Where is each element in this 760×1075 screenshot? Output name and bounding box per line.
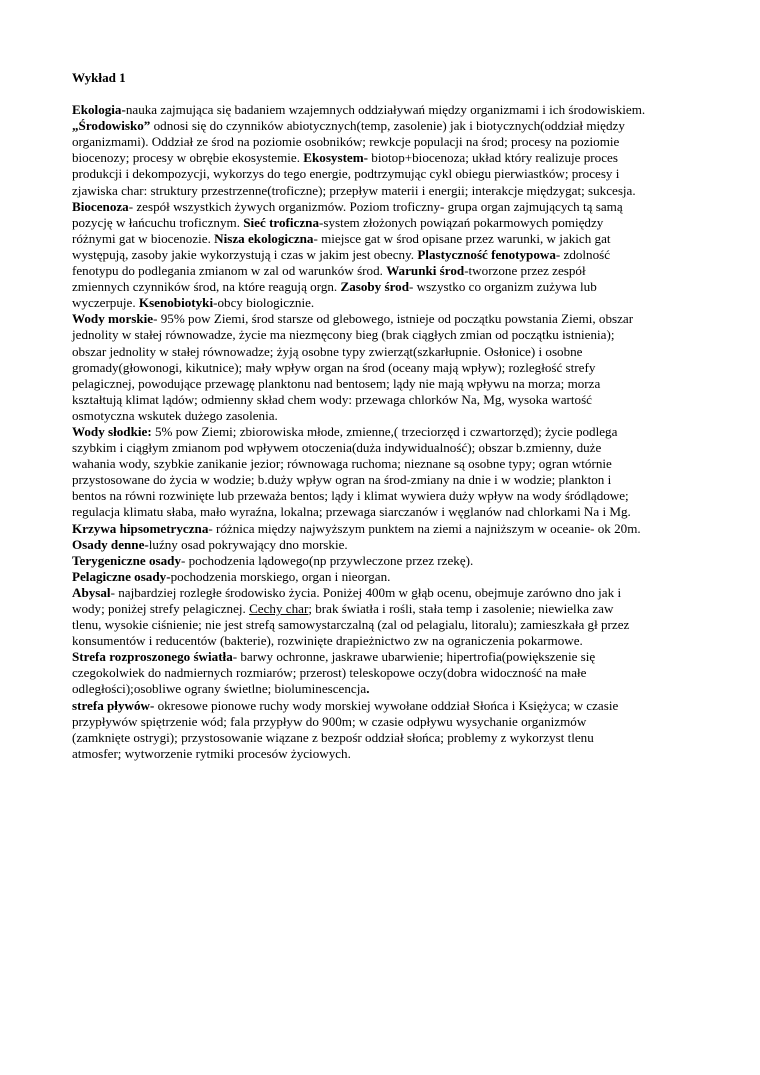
document-page: [72, 70, 690, 762]
bold-term: Ekosystem-: [303, 150, 369, 166]
text-line: [72, 215, 690, 231]
text-line: [72, 247, 690, 263]
text-segment: odległości);osobliwe ograny świetlne; bioluminescencja: [72, 681, 367, 697]
text-segment: pozycję w łańcuchu troficznym.: [72, 214, 244, 230]
text-segment: - 95% pow Ziemi, środ starsze od glebowego, istnieje od początku powstania Ziemi, obszar: [153, 311, 634, 327]
text-segment: pochodzenia morskiego, organ i nieorgan.: [170, 568, 391, 584]
bold-term: Krzywa hipsometryczna: [72, 520, 209, 536]
text-segment: - barwy ochronne, jaskrawe ubarwienie; hipertrofia(powiększenie się: [232, 649, 596, 665]
text-line: [72, 134, 690, 150]
text-line: [72, 714, 690, 730]
text-line: [72, 424, 690, 440]
text-segment: obszar jednolity w stałej równowadze; żyją osobne typy zwierząt(szkarłupnie. Osłonice) i osobne: [72, 343, 583, 359]
bold-term: „Środowisko”: [72, 118, 151, 134]
text-segment: -system złożonych powiązań pokarmowych pomiędzy: [319, 214, 604, 230]
text-segment: konsumentów i reducentów (bakterie), rozwinięte drapieżnictwo zw na ograniczenia pokarmowe.: [72, 633, 583, 649]
text-segment: przystosowane do życia w wodzie; b.duży wpływ ogran na środ-zmiany na dnie i w wodzie; plankton i: [72, 472, 612, 488]
text-line: [72, 199, 690, 215]
text-line: [72, 521, 690, 537]
text-segment: zmiennych czynników środ, na które reagują orgn.: [72, 279, 341, 295]
text-line: [72, 102, 690, 118]
text-segment: - najbardziej rozległe środowisko życia. Poniżej 400m w głąb ocenu, obejmuje zarówno dno jak i: [110, 584, 622, 600]
text-segment: występują, zasoby jakie wykorzystują i czas w jakim jest obecny.: [72, 246, 418, 262]
text-segment: jednolity w stałej równowadze, życie ma niezmęcony bieg (brak ciągłych zmian od początku istnienia);: [72, 327, 615, 343]
bold-term: Ekologia-: [72, 102, 126, 118]
text-segment: gromady(głowonogi, kikutnice); mały wpływ organ na środ (oceany mają wpływ); rozległość strefy: [72, 359, 596, 375]
text-line: [72, 585, 690, 601]
text-segment: regulacja klimatu słaba, mało wyraźna, lokalna; przewaga siarczanów i węglanów nad chlorkami Na i Mg.: [72, 504, 631, 520]
bold-term: Zasoby środ: [340, 279, 409, 295]
document-title: Wykład 1: [72, 70, 126, 85]
bold-term: strefa pływów-: [72, 697, 155, 713]
text-segment: - wszystko co organizm zużywa lub: [409, 279, 597, 295]
text-line: [72, 537, 690, 553]
text-segment: kształtują klimat lądów; odmienny skład chem wody: przewaga chlorków Na, Mg, wysoka wartość: [72, 391, 592, 407]
document-body: [72, 102, 690, 762]
text-line: [72, 183, 690, 199]
bold-term: .: [366, 681, 370, 697]
text-line: [72, 150, 690, 166]
text-segment: (zamknięte ostrygi); przystosowanie wiązane z bezpośr oddział słońca; problemy z wykorzyst tlenu: [72, 729, 594, 745]
text-segment: osmotyczna wskutek dużego zasolenia.: [72, 407, 278, 423]
text-line: [72, 617, 690, 633]
text-segment: atmosfer; wytworzenie rytmiki procesów życiowych.: [72, 745, 351, 761]
text-line: [72, 681, 690, 697]
text-line: [72, 730, 690, 746]
text-segment: -tworzone przez zespół: [464, 263, 586, 279]
bold-term: Biocenoza: [72, 198, 129, 214]
underlined-text: Cechy char: [249, 601, 309, 616]
text-segment: - zdolność: [555, 246, 611, 262]
text-segment: 5% pow Ziemi; zbiorowiska młode, zmienne,( trzeciorzęd i czwartorzęd); życie podlega: [151, 423, 618, 439]
text-segment: ; brak światła i rośli, stała temp i zasolenie; niewielka zaw: [308, 601, 614, 616]
bold-term: Terygeniczne osady: [72, 552, 181, 568]
text-line: [72, 553, 690, 569]
text-segment: okresowe pionowe ruchy wody morskiej wywołane oddział Słońca i Księżyca; w czasie: [154, 697, 619, 713]
bold-term: Plastyczność fenotypowa: [417, 246, 556, 262]
text-segment: odnosi się do czynników abiotycznych(temp, zasolenie) jak i biotycznych(oddział między: [150, 118, 625, 134]
text-segment: przypływów spiętrzenie wód; fala przypływ do 900m; w czasie odpływu wysychanie organizmów: [72, 713, 587, 729]
text-segment: bentos na równi rozwinięte lub przeważa bentos; lądy i klimat wywiera duży wpływ na wody śródlądowe;: [72, 488, 629, 504]
bold-term: Ksenobiotyki: [138, 295, 214, 311]
text-segment: - różnica między najwyższym punktem na ziemi a najniższym w oceanie- ok 20m.: [208, 520, 641, 536]
text-segment: - miejsce gat w środ opisane przez warunki, w jakich gat: [313, 230, 611, 246]
text-line: [72, 408, 690, 424]
text-segment: organizmami). Oddział ze środ na poziomie osobników; rewkcje populacji na środ; procesy na poziomie: [72, 134, 620, 150]
bold-term: Osady denne-: [72, 536, 149, 552]
text-segment: czegokolwiek do nadmiernych rozmiarów; przerost) teleskopowe oczy(dobra widoczność na małe: [72, 665, 587, 681]
text-line: [72, 649, 690, 665]
bold-term: Nisza ekologiczna: [214, 230, 314, 246]
text-line: [72, 295, 690, 311]
text-segment: -obcy biologicznie.: [213, 295, 315, 311]
text-line: [72, 376, 690, 392]
bold-term: Abysal: [72, 584, 111, 600]
text-line: [72, 456, 690, 472]
text-segment: biocenozy; procesy w obrębie ekosystemie.: [72, 150, 304, 166]
text-line: [72, 344, 690, 360]
text-segment: tlenu, wysokie ciśnienie; nie jest strefą samowystarczalną (zal od pelagialu, litoralu); zamieszkała gł przez: [72, 617, 630, 633]
text-segment: wody; poniżej strefy pelagicznej.: [72, 601, 250, 616]
bold-term: Sieć troficzna: [243, 214, 319, 230]
text-segment: biotop+biocenoza; układ który realizuje proces: [368, 150, 618, 166]
text-line: [72, 166, 690, 182]
text-segment: luźny osad pokrywający dno morskie.: [148, 536, 348, 552]
text-line: [72, 327, 690, 343]
text-segment: różnymi gat w biocenozie.: [72, 230, 215, 246]
text-segment: wahania wody, szybkie zanikanie jezior; równowaga ruchoma; nieznane są osobne typy; ogran wtórnie: [72, 456, 612, 472]
text-segment: nauka zajmująca się badaniem wzajemnych oddziaływań między organizmami i ich środowiskiem.: [125, 102, 646, 118]
text-line: [72, 504, 690, 520]
text-segment: zjawiska char: struktury przestrzenne(troficzne); przepływ materii i energii; interakcje międzygat; sukcesja.: [72, 182, 636, 198]
text-line: [72, 311, 690, 327]
text-segment: szybkim i ciągłym zmianom pod wpływem otoczenia(duża indywidualność); obszar b.zmienny, duże: [72, 440, 602, 456]
text-line: [72, 263, 690, 279]
bold-term: Strefa rozproszonego światła: [72, 649, 233, 665]
text-line: [72, 279, 690, 295]
text-line: [72, 665, 690, 681]
text-line: [72, 569, 690, 585]
text-line: [72, 231, 690, 247]
text-segment: - pochodzenia lądowego(np przywleczone przez rzekę).: [181, 552, 474, 568]
text-segment: pelagicznej, powodujące przewagę planktonu nad bentosem; lądy nie mają wpływu na morza; morza: [72, 375, 601, 391]
text-segment: - zespół wszystkich żywych organizmów. Poziom troficzny- grupa organ zajmujących tą samą: [128, 198, 623, 214]
bold-term: Pelagiczne osady-: [72, 568, 171, 584]
text-line: [72, 440, 690, 456]
text-line: [72, 392, 690, 408]
text-segment: wyczerpuje.: [72, 295, 139, 311]
text-line: [72, 746, 690, 762]
text-line: [72, 601, 690, 617]
text-line: [72, 472, 690, 488]
text-segment: fenotypu do podlegania zmianom w zal od warunków środ.: [72, 263, 387, 279]
text-segment: produkcji i dekompozycji, wykorzys do tego energie, podtrzymując cykl obiegu pierwiastków; procesy i: [72, 166, 620, 182]
text-line: [72, 698, 690, 714]
text-line: [72, 633, 690, 649]
bold-term: Wody słodkie:: [72, 423, 152, 439]
text-line: [72, 488, 690, 504]
text-line: [72, 118, 690, 134]
bold-term: Wody morskie: [72, 311, 154, 327]
text-line: [72, 360, 690, 376]
bold-term: Warunki środ: [386, 263, 465, 279]
